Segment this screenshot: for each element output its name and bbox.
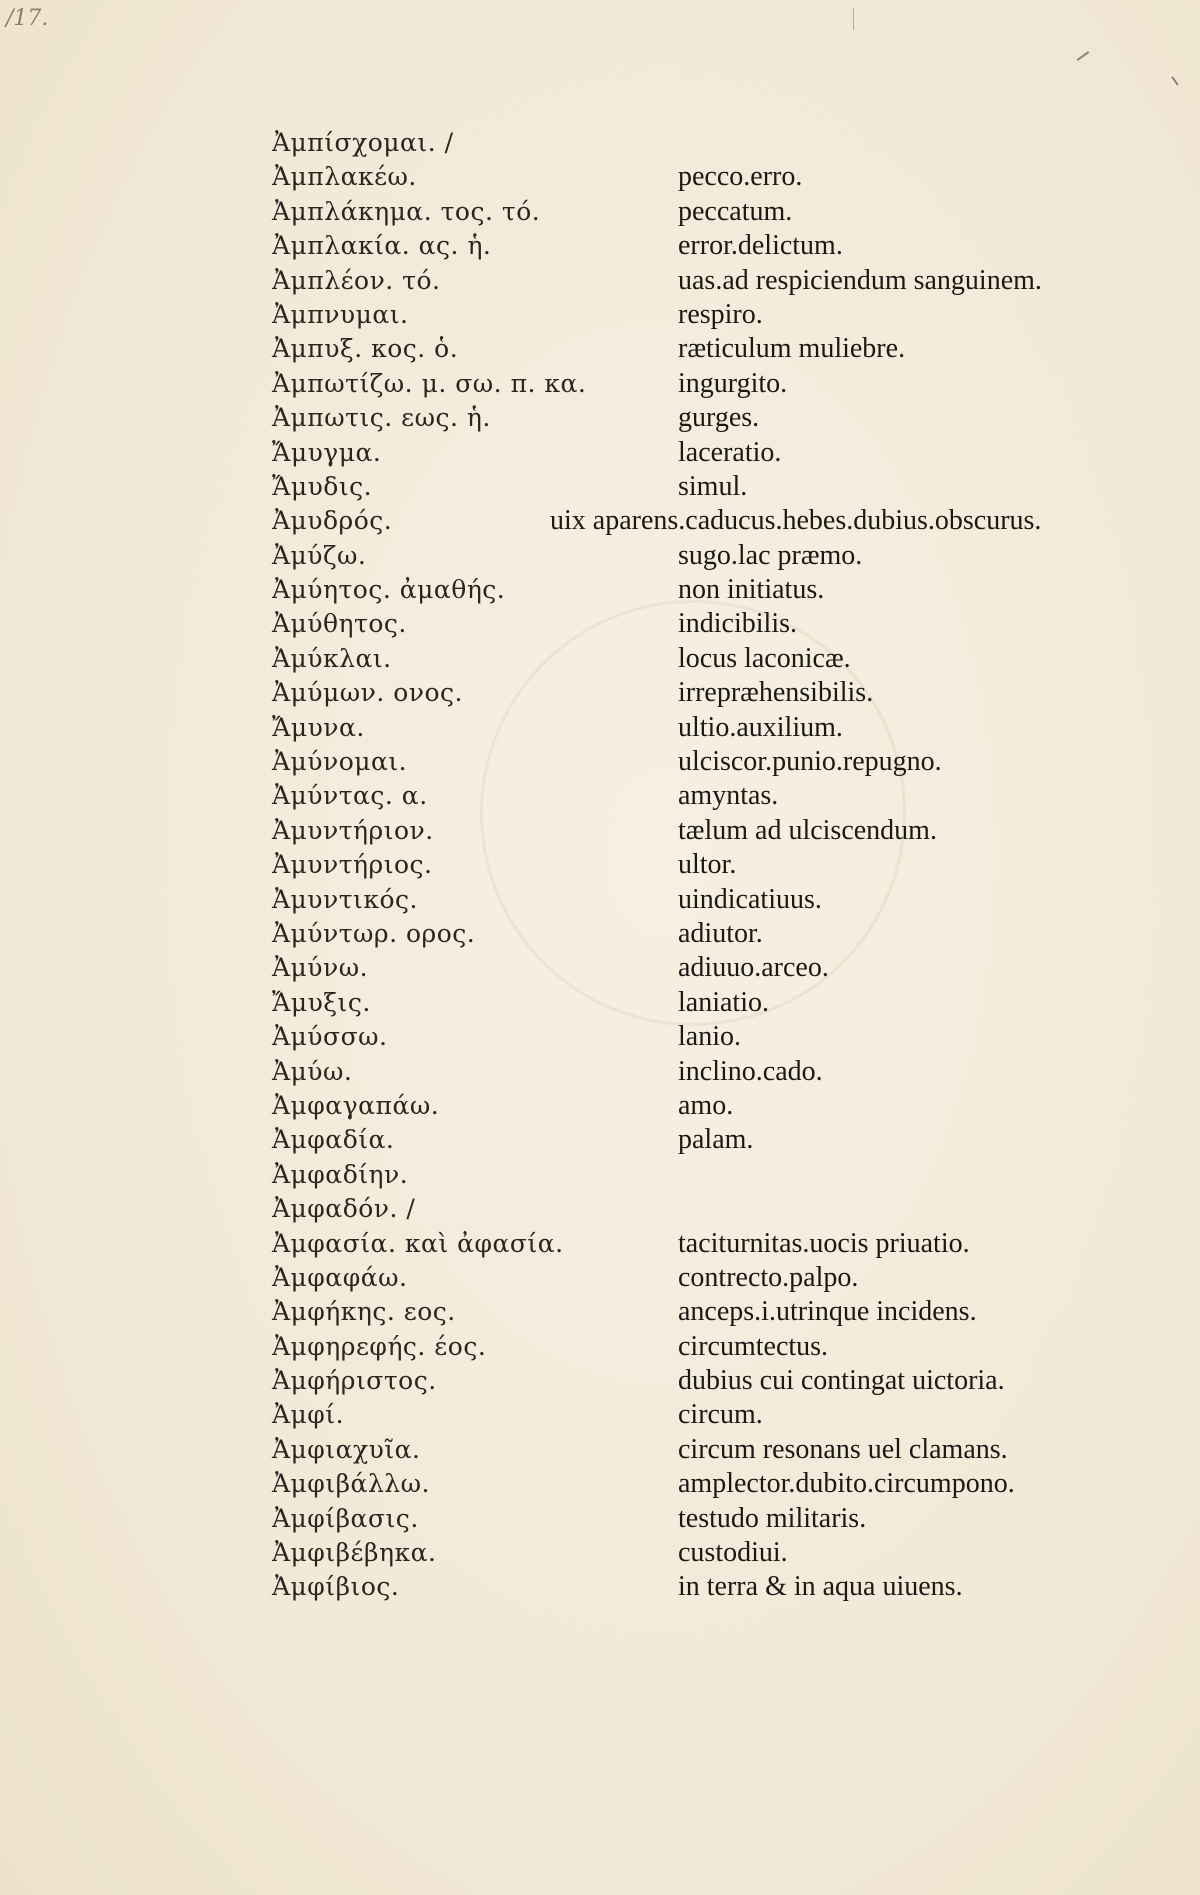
glossary-entry <box>0 367 1200 401</box>
folio-number: /17. <box>6 6 49 31</box>
glossary-entry <box>0 1261 1200 1295</box>
glossary-entry <box>0 1398 1200 1432</box>
latin-gloss: error.delictum. <box>678 230 843 262</box>
latin-gloss: amo. <box>678 1089 734 1121</box>
latin-gloss: irrepræhensibilis. <box>678 677 874 709</box>
glossary-entry <box>0 264 1200 298</box>
page-edge-line <box>853 8 854 30</box>
latin-gloss: peccatum. <box>678 195 793 227</box>
glossary-entry <box>0 1158 1200 1192</box>
greek-headword: Ἄμυξις. <box>272 987 371 1017</box>
glossary-entry <box>0 951 1200 985</box>
latin-gloss: amplector.dubito.circumpono. <box>678 1468 1015 1500</box>
greek-headword: Ἀμύκλαι. <box>272 643 392 673</box>
glossary-entry <box>0 1055 1200 1089</box>
latin-gloss: lanio. <box>678 1021 741 1053</box>
glossary-entry <box>0 986 1200 1020</box>
latin-gloss: adiutor. <box>678 917 763 949</box>
glossary-entry <box>0 1536 1200 1570</box>
latin-gloss: uas.ad respiciendum sanguinem. <box>678 264 1042 296</box>
latin-gloss: dubius cui contingat uictoria. <box>678 1365 1005 1397</box>
latin-gloss: adiuuo.arceo. <box>678 952 829 984</box>
greek-headword: Ἀμφαγαπάω. <box>272 1090 440 1120</box>
latin-gloss: contrecto.palpo. <box>678 1261 859 1293</box>
glossary-entry <box>0 642 1200 676</box>
greek-headword: Ἀμυντήριος. <box>272 850 433 880</box>
greek-headword: Ἀμφιαχυῖα. <box>272 1434 421 1464</box>
glossary-entry <box>0 711 1200 745</box>
glossary-entry <box>0 917 1200 951</box>
glossary-entry <box>0 539 1200 573</box>
latin-gloss: gurges. <box>678 402 760 434</box>
glossary-entry <box>0 126 1200 160</box>
greek-headword: Ἀμυντικός. <box>272 884 418 914</box>
glossary-entry <box>0 1364 1200 1398</box>
greek-headword: Ἀμφαδίην. <box>272 1159 409 1189</box>
latin-gloss: ultio.auxilium. <box>678 711 843 743</box>
glossary-entry <box>0 1570 1200 1604</box>
glossary-entry <box>0 1089 1200 1123</box>
latin-gloss: respiro. <box>678 298 763 330</box>
greek-headword: Ἀμφίβιος. <box>272 1572 400 1602</box>
latin-gloss: laceratio. <box>678 436 782 468</box>
greek-headword: Ἀμπλάκημα. τος. τό. <box>272 196 541 226</box>
greek-headword: Ἀμφήκης. εος. <box>272 1297 456 1327</box>
latin-gloss: ulciscor.punio.repugno. <box>678 746 942 778</box>
latin-gloss: tælum ad ulciscendum. <box>678 814 937 846</box>
greek-headword: Ἀμύντας. α. <box>272 781 428 811</box>
greek-headword: Ἀμπλέον. τό. <box>272 265 441 295</box>
latin-gloss: uindicatiuus. <box>678 883 822 915</box>
greek-headword: Ἀμύνομαι. <box>272 747 408 777</box>
greek-headword: Ἀμύω. <box>272 1056 353 1086</box>
greek-headword: Ἀμφί. <box>272 1400 345 1430</box>
greek-headword: Ἄμυγμα. <box>272 437 382 467</box>
greek-headword: Ἀμπυξ. κος. ὁ. <box>272 334 459 364</box>
greek-headword: Ἀμύμων. ονος. <box>272 678 463 708</box>
edge-mark <box>1171 76 1178 85</box>
greek-headword: Ἄμυδις. <box>272 471 373 501</box>
latin-gloss: custodiui. <box>678 1537 788 1569</box>
greek-headword: Ἀμφίβασις. <box>272 1503 419 1533</box>
glossary-entry <box>0 1330 1200 1364</box>
greek-headword: Ἀμύντωρ. ορος. <box>272 918 476 948</box>
greek-headword: Ἀμύσσω. <box>272 1022 388 1052</box>
glossary-entry <box>0 1123 1200 1157</box>
latin-gloss: ræticulum muliebre. <box>678 333 906 365</box>
latin-gloss: amyntas. <box>678 780 779 812</box>
greek-headword: Ἀμπλακία. ας. ἡ. <box>272 231 492 261</box>
latin-gloss: circum resonans uel clamans. <box>678 1433 1008 1465</box>
latin-gloss: taciturnitas.uocis priuatio. <box>678 1227 970 1259</box>
greek-headword: Ἀμυδρός. <box>272 506 393 536</box>
greek-headword: Ἀμφιβάλλω. <box>272 1469 430 1499</box>
greek-headword: Ἀμφαδόν. / <box>272 1194 416 1224</box>
greek-headword: Ἀμπωτις. εως. ἡ. <box>272 403 491 433</box>
greek-headword: Ἀμπωτίζω. μ. σω. π. κα. <box>272 368 587 398</box>
glossary-entry <box>0 814 1200 848</box>
glossary-entry <box>0 779 1200 813</box>
glossary-entries <box>0 126 1200 1605</box>
glossary-entry <box>0 1295 1200 1329</box>
glossary-entry <box>0 676 1200 710</box>
latin-gloss: ingurgito. <box>678 367 788 399</box>
glossary-entry <box>0 160 1200 194</box>
greek-headword: Ἀμπίσχομαι. / <box>272 128 454 157</box>
glossary-entry <box>0 1433 1200 1467</box>
glossary-entry <box>0 470 1200 504</box>
glossary-entry <box>0 1227 1200 1261</box>
latin-gloss: locus laconicæ. <box>678 642 851 674</box>
glossary-entry <box>0 229 1200 263</box>
latin-gloss: anceps.i.utrinque incidens. <box>678 1296 977 1328</box>
latin-gloss: simul. <box>678 470 748 502</box>
greek-headword: Ἀμπνυμαι. <box>272 299 409 329</box>
glossary-entry <box>0 848 1200 882</box>
glossary-entry <box>0 1467 1200 1501</box>
latin-gloss: uix aparens.caducus.hebes.dubius.obscurus. <box>550 505 1042 537</box>
greek-headword: Ἀμφηρεφής. έος. <box>272 1331 487 1361</box>
latin-gloss: inclino.cado. <box>678 1055 823 1087</box>
greek-headword: Ἀμφήριστος. <box>272 1366 437 1396</box>
greek-headword: Ἀμπλακέω. <box>272 162 417 192</box>
glossary-entry <box>0 883 1200 917</box>
latin-gloss: non initiatus. <box>678 574 825 606</box>
greek-headword: Ἀμύητος. ἀμαθής. <box>272 575 506 605</box>
latin-gloss: palam. <box>678 1124 754 1156</box>
greek-headword: Ἀμφαφάω. <box>272 1262 408 1292</box>
greek-headword: Ἀμύνω. <box>272 953 369 983</box>
greek-headword: Ἀμύθητος. <box>272 609 407 639</box>
greek-headword: Ἀμφιβέβηκα. <box>272 1538 437 1568</box>
latin-gloss: circumtectus. <box>678 1330 829 1362</box>
glossary-entry <box>0 1020 1200 1054</box>
glossary-entry <box>0 607 1200 641</box>
greek-headword: Ἄμυνα. <box>272 712 365 742</box>
corner-mark <box>1077 51 1090 61</box>
glossary-entry <box>0 332 1200 366</box>
greek-headword: Ἀμυντήριον. <box>272 815 434 845</box>
greek-headword: Ἀμύζω. <box>272 540 367 570</box>
glossary-entry <box>0 436 1200 470</box>
glossary-entry <box>0 504 1200 538</box>
latin-gloss: laniatio. <box>678 986 769 1018</box>
latin-gloss: circum. <box>678 1399 763 1431</box>
latin-gloss: ultor. <box>678 849 737 881</box>
greek-headword: Ἀμφασία. καὶ ἀφασία. <box>272 1228 564 1258</box>
glossary-entry <box>0 1502 1200 1536</box>
latin-gloss: in terra & in aqua uiuens. <box>678 1571 963 1603</box>
latin-gloss: sugo.lac præmo. <box>678 539 863 571</box>
glossary-entry <box>0 298 1200 332</box>
latin-gloss: indicibilis. <box>678 608 797 640</box>
glossary-entry <box>0 195 1200 229</box>
glossary-entry <box>0 745 1200 779</box>
glossary-entry <box>0 573 1200 607</box>
glossary-entry <box>0 1192 1200 1226</box>
latin-gloss: pecco.erro. <box>678 161 803 193</box>
greek-headword: Ἀμφαδία. <box>272 1125 395 1155</box>
latin-gloss: testudo militaris. <box>678 1502 867 1534</box>
glossary-entry <box>0 401 1200 435</box>
